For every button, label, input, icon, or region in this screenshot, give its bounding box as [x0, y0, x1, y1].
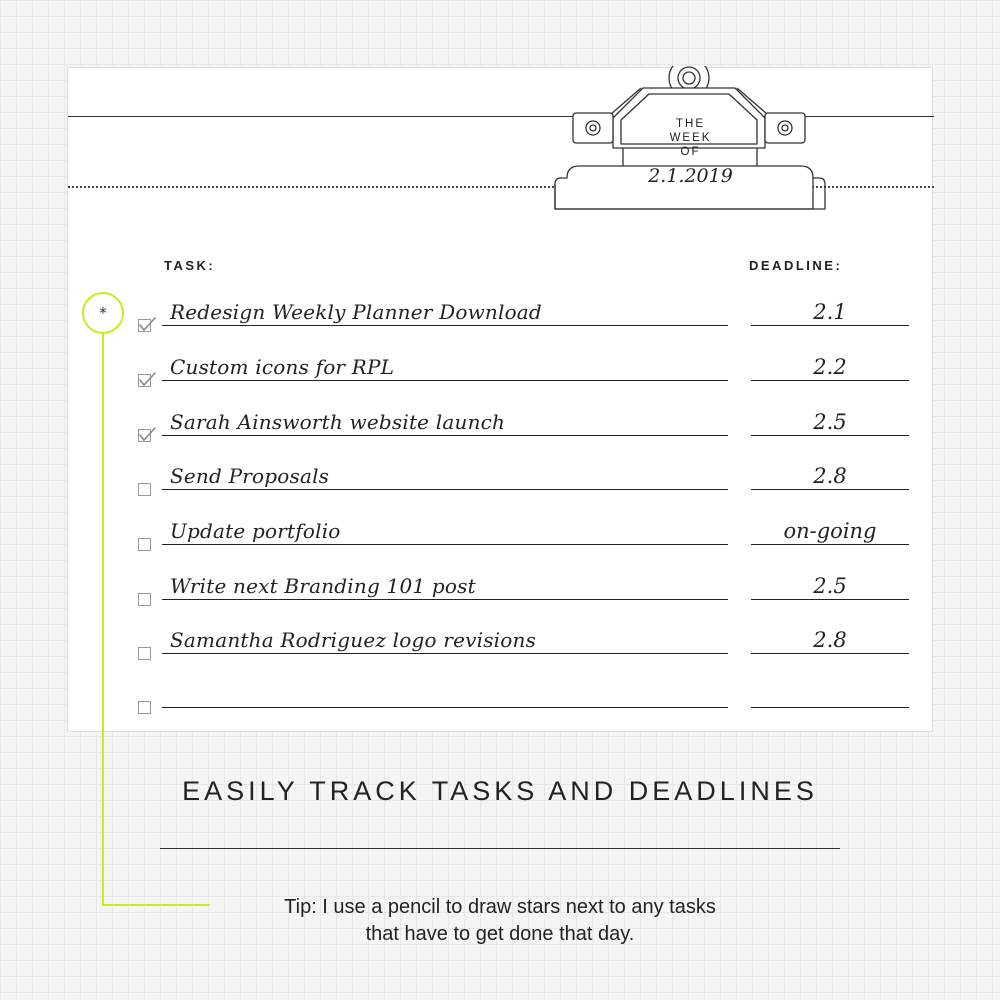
- task-checkbox[interactable]: [138, 483, 151, 496]
- task-checkbox[interactable]: [138, 429, 151, 442]
- deadline-underline: [751, 380, 909, 381]
- task-text: Send Proposals: [170, 464, 330, 488]
- task-row: [68, 514, 934, 554]
- deadline-text: 2.8: [813, 464, 847, 488]
- task-text: Custom icons for RPL: [170, 355, 395, 379]
- headline: EASILY TRACK TASKS AND DEADLINES: [182, 776, 818, 806]
- deadline-text: 2.8: [813, 628, 847, 652]
- task-checkbox[interactable]: [138, 593, 151, 606]
- deadline-column-header: DEADLINE:: [749, 258, 843, 273]
- deadline-text: 2.5: [813, 410, 847, 434]
- tip-line-1: Tip: I use a pencil to draw stars next to any tasks: [284, 896, 716, 918]
- task-text: Samantha Rodriguez logo revisions: [170, 628, 537, 652]
- callout-line-vertical: [102, 334, 104, 906]
- clipboard-week-label: WEEK: [669, 132, 712, 144]
- deadline-text: 2.2: [813, 355, 847, 379]
- clipboard-of-label: OF: [680, 146, 701, 158]
- check-icon: [138, 315, 158, 335]
- task-checkbox[interactable]: [138, 538, 151, 551]
- week-date: 2.1.2019: [648, 165, 733, 187]
- task-row: [68, 623, 934, 663]
- task-checkbox[interactable]: [138, 701, 151, 714]
- deadline-underline: [751, 653, 909, 654]
- task-underline: [162, 435, 728, 436]
- task-text: Redesign Weekly Planner Download: [170, 300, 542, 324]
- task-underline: [162, 653, 728, 654]
- callout-line-horizontal: [102, 904, 210, 906]
- task-underline: [162, 544, 728, 545]
- task-checkbox[interactable]: [138, 647, 151, 660]
- deadline-text: on-going: [783, 519, 877, 543]
- deadline-underline: [751, 544, 909, 545]
- deadline-underline: [751, 599, 909, 600]
- task-row: [68, 350, 934, 390]
- task-underline: [162, 707, 728, 708]
- task-underline: [162, 489, 728, 490]
- star-callout: [82, 292, 124, 334]
- task-row: [68, 569, 934, 609]
- deadline-underline: [751, 707, 909, 708]
- task-column-header: TASK:: [164, 258, 216, 273]
- task-text: Sarah Ainsworth website launch: [170, 410, 506, 434]
- task-underline: [162, 380, 728, 381]
- tip-text: [200, 894, 800, 948]
- task-row: [68, 405, 934, 445]
- deadline-text: 2.1: [813, 300, 847, 324]
- tip-line-2: that have to get done that day.: [365, 923, 635, 945]
- task-text: Update portfolio: [170, 519, 341, 543]
- task-text: Write next Branding 101 post: [170, 574, 476, 598]
- planner-sheet: [67, 67, 933, 732]
- star-icon: *: [99, 304, 107, 322]
- deadline-underline: [751, 435, 909, 436]
- headline-rule: [160, 848, 840, 849]
- task-row: [68, 295, 934, 335]
- deadline-underline: [751, 325, 909, 326]
- task-row: [68, 677, 934, 717]
- deadline-text: 2.5: [813, 574, 847, 598]
- task-checkbox[interactable]: [138, 374, 151, 387]
- binder-clip: [553, 66, 828, 211]
- task-underline: [162, 325, 728, 326]
- clipboard-the-label: THE: [676, 118, 705, 130]
- check-icon: [138, 370, 158, 390]
- task-checkbox[interactable]: [138, 319, 151, 332]
- check-icon: [138, 425, 158, 445]
- task-row: [68, 459, 934, 499]
- task-underline: [162, 599, 728, 600]
- deadline-underline: [751, 489, 909, 490]
